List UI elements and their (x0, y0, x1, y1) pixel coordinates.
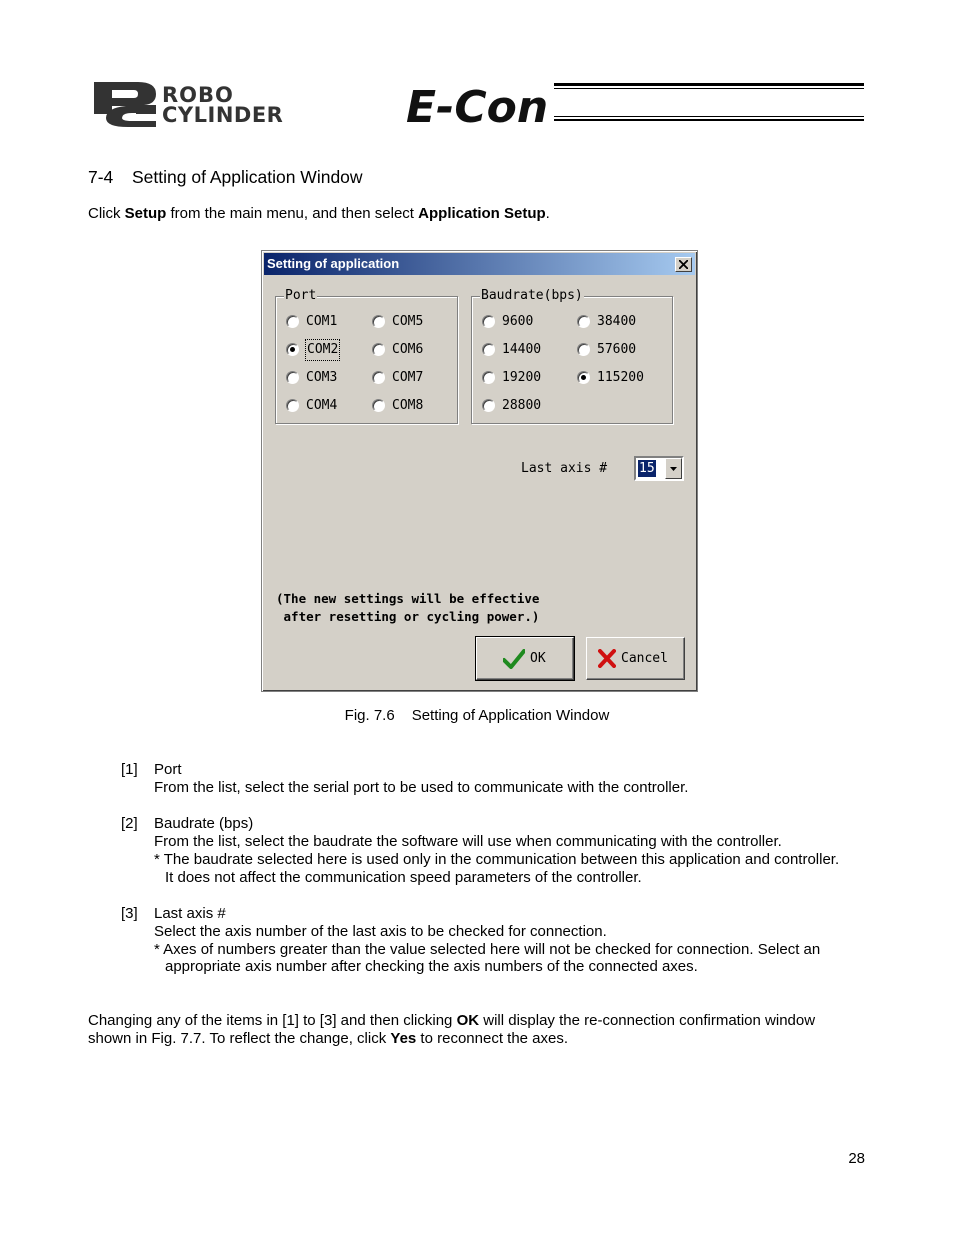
close-button[interactable] (675, 257, 692, 272)
radio-circle (286, 371, 299, 384)
closing-ok-bold: OK (456, 1012, 480, 1029)
last-axis-select[interactable] (634, 456, 684, 481)
radio-circle (372, 399, 385, 412)
notice-text (276, 590, 539, 626)
dropdown-arrow-button[interactable] (665, 458, 682, 479)
intro-text: Click (88, 205, 125, 222)
header-rule-bottom-thick (554, 119, 864, 121)
item-3-body: Select the axis number of the last axis to be checked for connection. (154, 923, 607, 940)
radio-circle (482, 343, 495, 356)
x-mark-icon (598, 649, 616, 668)
ok-label: OK (530, 651, 546, 666)
radio-circle (482, 371, 495, 384)
baudrate-group-label: Baudrate(bps) (481, 288, 583, 303)
radio-selected-dot (581, 375, 586, 380)
closing-line-1 (88, 1012, 815, 1030)
setting-of-application-dialog (261, 250, 698, 692)
radio-circle (482, 399, 495, 412)
port-label-com5: COM5 (392, 314, 424, 329)
port-label-com4: COM4 (306, 398, 338, 413)
item-2-title: Baudrate (bps) (154, 815, 254, 832)
closing-line-2 (88, 1030, 568, 1048)
intro-setup-bold: Setup (124, 205, 167, 222)
cancel-label: Cancel (621, 651, 668, 666)
section-title: Setting of Application Window (132, 167, 363, 187)
item-2-note: * The baudrate selected here is used only in the communication between this application and controller. (154, 851, 840, 868)
item-2-body: From the list, select the baudrate the software will use when communicating with the controller. (154, 833, 782, 850)
closing-text-2: shown in Fig. 7.7. To reflect the change, click (88, 1030, 391, 1047)
closing-text: Changing any of the items in [1] to [3] and then clicking (88, 1012, 457, 1029)
port-label-com3: COM3 (306, 370, 338, 385)
port-group-label: Port (285, 288, 317, 303)
ok-button[interactable] (476, 637, 574, 680)
e-con-logo (404, 78, 554, 128)
radio-circle (286, 315, 299, 328)
cancel-button[interactable] (586, 637, 685, 680)
closing-yes-bold: Yes (390, 1030, 417, 1047)
header-rule-top-thin (554, 88, 864, 89)
intro-application-setup-bold: Application Setup (418, 205, 546, 222)
page-number: 28 (848, 1150, 865, 1167)
section-number: 7-4 (88, 167, 114, 187)
close-icon (679, 260, 688, 269)
radio-circle (286, 399, 299, 412)
figure-caption-text: Setting of Application Window (411, 707, 610, 724)
logo-econ-text: E-Con (406, 82, 549, 128)
baud-label-9600: 9600 (502, 314, 534, 329)
figure-caption (0, 707, 954, 725)
baudrate-group (471, 288, 673, 424)
radio-circle (577, 343, 590, 356)
port-label-com2: COM2 (307, 342, 339, 357)
radio-circle (372, 315, 385, 328)
radio-circle (577, 315, 590, 328)
port-label-com6: COM6 (392, 342, 424, 357)
item-2-note-cont: It does not affect the communication speed parameters of the controller. (165, 869, 642, 886)
item-1-title: Port (154, 761, 182, 778)
intro-paragraph (88, 205, 550, 223)
item-3-number: [3] (121, 905, 138, 922)
item-3-note: * Axes of numbers greater than the value selected here will not be checked for connection. Select an (154, 941, 821, 958)
robo-cylinder-logo (92, 80, 382, 128)
intro-text-mid: from the main menu, and then select (166, 205, 419, 222)
port-label-com7: COM7 (392, 370, 424, 385)
notice-line-2: after resetting or cycling power.) (276, 609, 540, 624)
baud-label-57600: 57600 (597, 342, 637, 357)
item-1-body: From the list, select the serial port to be used to communicate with the controller. (154, 779, 689, 796)
radio-circle (372, 371, 385, 384)
baud-label-38400: 38400 (597, 314, 637, 329)
radio-circle (372, 343, 385, 356)
item-1-number: [1] (121, 761, 138, 778)
figure-number: Fig. 7.6 (344, 707, 395, 724)
item-3-note-cont: appropriate axis number after checking the axis numbers of the connected axes. (165, 958, 698, 975)
section-heading (88, 167, 363, 187)
item-2-number: [2] (121, 815, 138, 832)
closing-text-2-end: to reconnect the axes. (416, 1030, 569, 1047)
last-axis-label: Last axis # (521, 461, 608, 476)
last-axis-value: 15 (639, 461, 655, 476)
dialog-title: Setting of application (267, 256, 400, 271)
baud-label-14400: 14400 (502, 342, 542, 357)
baud-label-115200: 115200 (597, 370, 644, 385)
header-rule-top-thick (554, 83, 864, 86)
port-label-com8: COM8 (392, 398, 424, 413)
check-icon (503, 649, 525, 669)
port-group (275, 288, 458, 424)
chevron-down-icon (666, 459, 681, 478)
logo-robo-text: ROBO (162, 83, 234, 107)
logo-cylinder-text: CYLINDER (162, 103, 284, 127)
header-rule-bottom-thin (554, 116, 864, 117)
baud-label-28800: 28800 (502, 398, 542, 413)
notice-line-1: (The new settings will be effective (276, 591, 540, 606)
closing-text-end: will display the re-connection confirmation window (479, 1012, 816, 1029)
radio-circle (482, 315, 495, 328)
dialog-titlebar (264, 253, 695, 275)
baud-label-19200: 19200 (502, 370, 542, 385)
intro-text-end: . (545, 205, 550, 222)
radio-selected-dot (290, 347, 295, 352)
item-3-title: Last axis # (154, 905, 226, 922)
port-label-com1: COM1 (306, 314, 338, 329)
